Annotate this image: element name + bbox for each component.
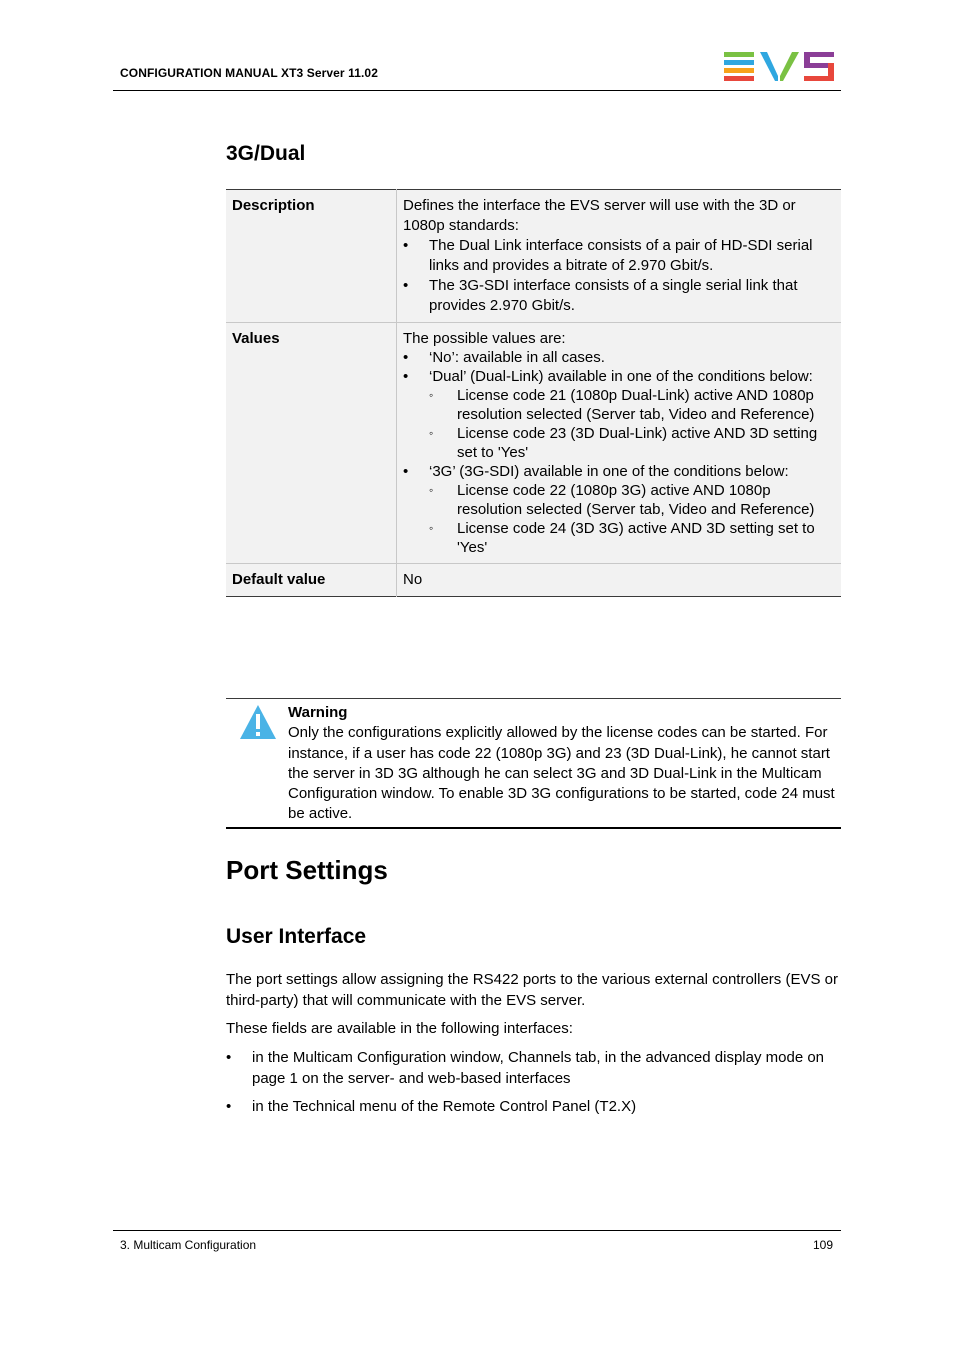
- table-row: [226, 190, 841, 323]
- sub-list-item: ◦ License code 24 (3D 3G) active AND 3D setting set to 'Yes': [429, 519, 835, 557]
- row-key-description: Description: [226, 190, 397, 323]
- row-key-default: Default value: [226, 564, 397, 597]
- warning-title: Warning: [288, 704, 348, 721]
- header-title: CONFIGURATION MANUAL XT3 Server 11.02: [120, 66, 378, 80]
- list-item-text: ‘No’: available in all cases.: [429, 349, 605, 366]
- user-interface-heading: User Interface: [226, 925, 367, 948]
- list-item-text: ‘Dual’ (Dual-Link) available in one of the conditions below:: [429, 368, 813, 385]
- warning-icon: [239, 704, 277, 745]
- sub-list-item: ◦ License code 22 (1080p 3G) active AND 1080p resolution selected (Server tab, Video and Reference): [429, 481, 835, 519]
- paragraph: These fields are available in the following interfaces:: [226, 1020, 573, 1037]
- list-item: • in the Multicam Configuration window, Channels tab, in the advanced display mode on page 1 on the server- and web-based interfaces: [226, 1048, 846, 1089]
- list-item: • in the Technical menu of the Remote Control Panel (T2.X): [226, 1097, 846, 1118]
- table-row: [226, 564, 841, 597]
- header-divider: [113, 90, 841, 91]
- list-item-text: ‘3G’ (3G-SDI) available in one of the conditions below:: [429, 463, 789, 480]
- sub-list: [429, 386, 835, 462]
- footer-chapter: 3. Multicam Configuration: [120, 1238, 257, 1252]
- warning-text: Only the configurations explicitly allowed by the license codes can be started. For instance, if a user has code 22 (1080p 3G) and 23 (3D Dual-Link), he cannot start the server in 3D 3G although he can select 3G and 3D Dual-Link in the Multicam Configuration window. To enable 3D 3G configurations to be started, code 24 must be active.: [288, 724, 835, 823]
- port-settings-heading: Port Settings: [226, 855, 388, 885]
- parameter-table: [226, 189, 841, 597]
- sub-list-item: ◦ License code 21 (1080p Dual-Link) active AND 1080p resolution selected (Server tab, Video and Reference): [429, 386, 835, 424]
- section-heading: 3G/Dual: [226, 142, 306, 165]
- row-value-default: No: [403, 571, 423, 588]
- row-value-description: [397, 190, 842, 323]
- sub-list-item: ◦ License code 23 (3D Dual-Link) active AND 3D setting set to 'Yes': [429, 424, 835, 462]
- description-list: [403, 236, 835, 316]
- description-intro: Defines the interface the EVS server will use with the 3D or 1080p standards:: [403, 197, 796, 234]
- warning-box: [226, 698, 841, 829]
- paragraph: The port settings allow assigning the RS422 ports to the various external controllers (EVS or third-party) that will communicate with the EVS server.: [226, 971, 838, 1009]
- row-value-values: [397, 323, 842, 564]
- warning-content: [288, 703, 838, 825]
- values-intro: The possible values are:: [403, 330, 566, 347]
- page-number: 109: [813, 1238, 834, 1252]
- values-list: [403, 348, 835, 557]
- footer-divider: [113, 1230, 841, 1231]
- interfaces-list-container: [226, 1048, 846, 1126]
- list-item: • The Dual Link interface consists of a pair of HD-SDI serial links and provides a bitrate of 2.970 Gbit/s.: [403, 236, 835, 276]
- list-item: [403, 367, 835, 462]
- sub-list: [429, 481, 835, 557]
- table-row: [226, 323, 841, 564]
- interfaces-list: [226, 1048, 846, 1118]
- evs-logo: [724, 52, 836, 82]
- row-key-values: Values: [226, 323, 397, 564]
- list-item: [403, 462, 835, 557]
- list-item: • The 3G-SDI interface consists of a single serial link that provides 2.970 Gbit/s.: [403, 276, 835, 316]
- list-item: [403, 348, 835, 367]
